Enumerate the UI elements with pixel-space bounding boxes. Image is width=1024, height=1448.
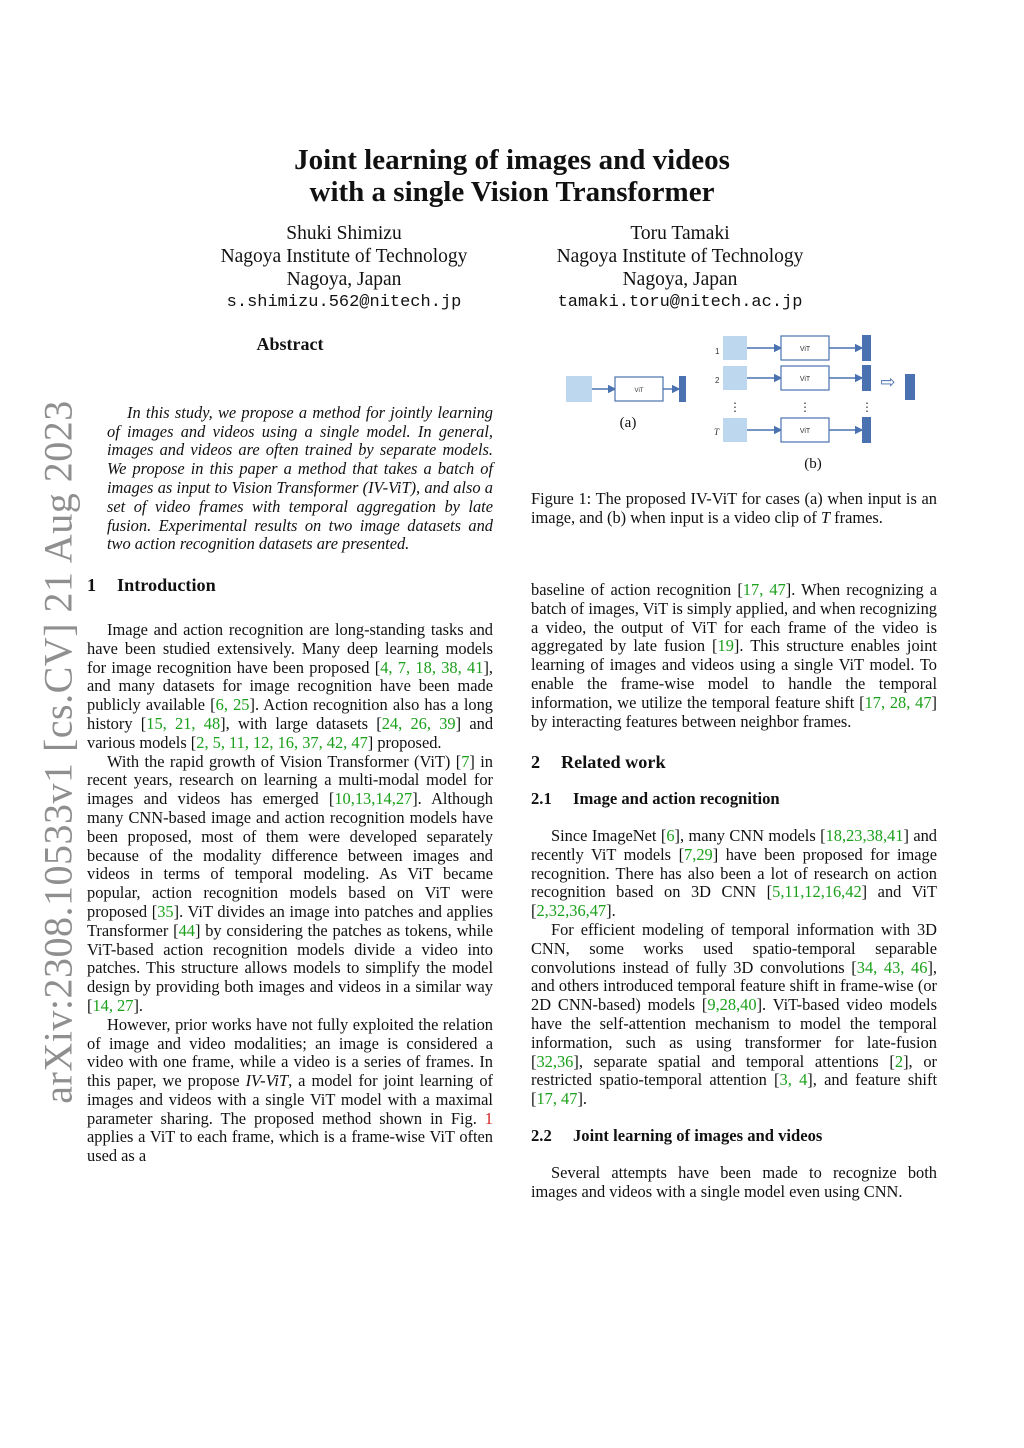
input-image-icon	[566, 376, 592, 402]
section-1-heading	[87, 576, 493, 595]
intro-paragraph-1: Image and action recognition are long-standing tasks and have been studied extensively. Many deep learning models for image recognition have been proposed [4, 7, 18, 38, 41], and many datasets for image recognition have been made publicly available [6, 25]. Action recognition also has a long history [15, 21, 48], with large datasets [24, 26, 39] and various models [2, 5, 11, 12, 16, 37, 42, 47] proposed.	[87, 619, 494, 752]
citation-link[interactable]: 24, 26, 39	[381, 713, 456, 733]
citation-link[interactable]: 17, 47	[742, 580, 786, 599]
citation-link[interactable]: 15, 21, 48	[146, 713, 221, 733]
vit-block-label: ViT	[634, 388, 644, 394]
subsection-2-2-heading	[531, 1127, 937, 1146]
author-affiliation: Nagoya Institute of Technology	[220, 246, 468, 267]
intro-paragraph-3: However, prior works have not fully exploited the relation of image and video modalities; an image is considered a video with one frame, while a video is a series of frames. In this paper, we propose IV-ViT, a model for joint learning of images and videos with a single ViT model with a maximal parameter sharing. The proposed method shown in Fig. 1 applies a ViT to each frame, which is a frame-wise ViT often used as a	[87, 1014, 493, 1166]
citation-link[interactable]: 2,32,36,47	[536, 901, 607, 921]
citation-link[interactable]: 17, 28, 47	[864, 692, 932, 712]
abstract-heading: Abstract	[256, 334, 324, 354]
citation-link[interactable]: 6, 25	[215, 695, 250, 715]
citation-link[interactable]: 4, 7, 18, 38, 41	[380, 657, 484, 677]
frame-icon	[723, 366, 747, 390]
row-label: 1	[715, 347, 720, 356]
subsection-title: Image and action recognition	[573, 789, 780, 809]
author-location: Nagoya, Japan	[286, 269, 402, 290]
ellipsis-dots: ⋮	[729, 400, 741, 414]
intro-paragraph-2: With the rapid growth of Vision Transformer (ViT) [7] in recent years, research on learning a multi-modal model for images and videos has emerged [10,13,14,27]. Although many CNN-based image and action recognition models have been proposed, most of them were developed separately because of the modality difference between images and videos in terms of temporal modeling. As ViT became popular, action recognition models based on ViT were proposed [35]. ViT divides an image into patches and applies Transformer [44] by considering the patches as tokens, while ViT-based action recognition models divide a video into patches. This structure allows models to simplify the model design by providing both images and videos in a similar way [14, 27].	[87, 751, 493, 1015]
panel-b-label: (b)	[804, 456, 822, 472]
citation-link[interactable]: 2	[894, 1051, 904, 1071]
ellipsis-dots: ⋮	[861, 400, 873, 414]
subsection-title: Joint learning of images and videos	[573, 1125, 823, 1145]
aggregated-output-bar	[905, 374, 915, 400]
author-email[interactable]: tamaki.toru@nitech.ac.jp	[557, 293, 803, 312]
citation-link[interactable]: 44	[178, 920, 195, 940]
citation-link[interactable]: 7	[461, 751, 470, 771]
citation-link[interactable]: 10,13,14,27	[334, 789, 413, 809]
aggregate-arrow-icon: ⇨	[880, 372, 896, 393]
paper-title	[200, 144, 824, 208]
vit-block-label: ViT	[799, 428, 811, 435]
citation-link[interactable]: 3, 4	[779, 1070, 808, 1090]
row-label: T	[714, 427, 720, 437]
citation-link[interactable]: 32,36	[536, 1051, 574, 1071]
subsection-2-1-heading	[531, 790, 937, 809]
citation-link[interactable]: 2, 5, 11, 12, 16, 37, 42, 47	[196, 732, 368, 752]
citation-link[interactable]: 5,11,12,16,42	[772, 882, 862, 902]
related-paragraph-1: Since ImageNet [6], many CNN models [18,23,38,41] and recently ViT models [7,29] have been proposed for image recognition. There has also been a lot of research on action recognition based on 3D CNN [5,11,12,16,42] and ViT [2,32,36,47].	[531, 825, 937, 921]
author-affiliation: Nagoya Institute of Technology	[556, 246, 804, 267]
subsection-number: 2.2	[531, 1125, 552, 1145]
citation-link[interactable]: 34, 43, 46	[856, 957, 928, 977]
vit-block-label: ViT	[799, 376, 811, 383]
abstract-paragraph: In this study, we propose a method for jointly learning of images and videos using a single model. In general, images and videos are often trained by separate models. We propose in this paper a method that takes a batch of images as input to Vision Transformer (IV-ViT), and also a set of video frames with temporal aggregation by late fusion. Experimental results on two image datasets and two action recognition datasets are presented.	[107, 402, 493, 554]
output-feature-bar	[679, 376, 686, 402]
citation-link[interactable]: 19	[717, 636, 734, 656]
subsection-number: 2.1	[531, 789, 552, 809]
citation-link[interactable]: 9,28,40	[707, 995, 757, 1015]
figure-1-diagram	[531, 330, 951, 490]
left-column	[87, 335, 493, 1166]
author-name: Toru Tamaki	[630, 223, 730, 244]
citation-link[interactable]: 35	[157, 901, 174, 921]
author-email[interactable]: s.shimizu.562@nitech.jp	[226, 293, 462, 312]
vit-block-label: ViT	[799, 346, 811, 353]
right-column	[531, 581, 937, 1201]
author-name: Shuki Shimizu	[286, 223, 402, 244]
frame-icon	[723, 336, 747, 360]
author-block-2	[520, 222, 840, 314]
frame-icon	[723, 418, 747, 442]
output-feature-bar	[862, 365, 871, 391]
joint-learning-paragraph: Several attempts have been made to recognize both images and videos with a single model even using CNN.	[531, 1162, 937, 1201]
author-location: Nagoya, Japan	[622, 269, 738, 290]
panel-a-label: (a)	[619, 415, 637, 431]
citation-link[interactable]: 17, 47	[536, 1089, 578, 1109]
output-feature-bar	[862, 417, 871, 443]
arxiv-identifier-stamp: arXiv:2308.10533v1 [cs.CV] 21 Aug 2023	[35, 400, 81, 1104]
method-name: IV-ViT	[245, 1071, 289, 1091]
citation-link[interactable]: 18,23,38,41	[825, 825, 904, 845]
ellipsis-dots: ⋮	[799, 400, 811, 414]
citation-link[interactable]: 7,29	[684, 844, 713, 864]
output-feature-bar	[862, 335, 871, 361]
author-block-1	[184, 222, 504, 314]
abstract-body	[87, 404, 493, 554]
section-2-heading	[531, 753, 937, 772]
figure-reference-link[interactable]: 1	[484, 1108, 493, 1128]
section-number: 1	[87, 575, 97, 596]
title-line-2: with a single Vision Transformer	[309, 176, 715, 208]
row-label: 2	[715, 376, 720, 385]
related-paragraph-2: For efficient modeling of temporal information with 3D CNN, some works used spatio-temporal separable convolutions instead of fully 3D convolutions [34, 43, 46], and others introduced temporal feature shift in frame-wise (or 2D CNN-based) models [9,28,40]. ViT-based video models have the self-attention mechanism to model the temporal information, such as using transformer for late-fusion [32,36], separate spatial and temporal attentions [2], or restricted spatio-temporal attention [3, 4], and feature shift [17, 47].	[531, 919, 938, 1109]
citation-link[interactable]: 14, 27	[92, 995, 134, 1015]
section-number: 2	[531, 752, 541, 773]
section-title: Related work	[561, 752, 666, 773]
intro-paragraph-3-continued: baseline of action recognition [17, 47]. When recognizing a batch of images, ViT is simply applied, and when recognizing a video, the output of ViT for each frame of the video is aggregated by late fusion [19]. This structure enables joint learning of images and videos using a single ViT model. To enable the frame-wise model to handle the temporal information, we utilize the temporal feature shift [17, 28, 47] by interacting features between neighbor frames.	[531, 580, 938, 731]
citation-link[interactable]: 6	[666, 825, 675, 845]
title-line-1: Joint learning of images and videos	[294, 144, 730, 176]
figure-1-caption: Figure 1: The proposed IV-ViT for cases (a) when input is an image, and (b) when input is a video clip of T frames.	[531, 489, 937, 527]
section-title: Introduction	[117, 575, 216, 596]
